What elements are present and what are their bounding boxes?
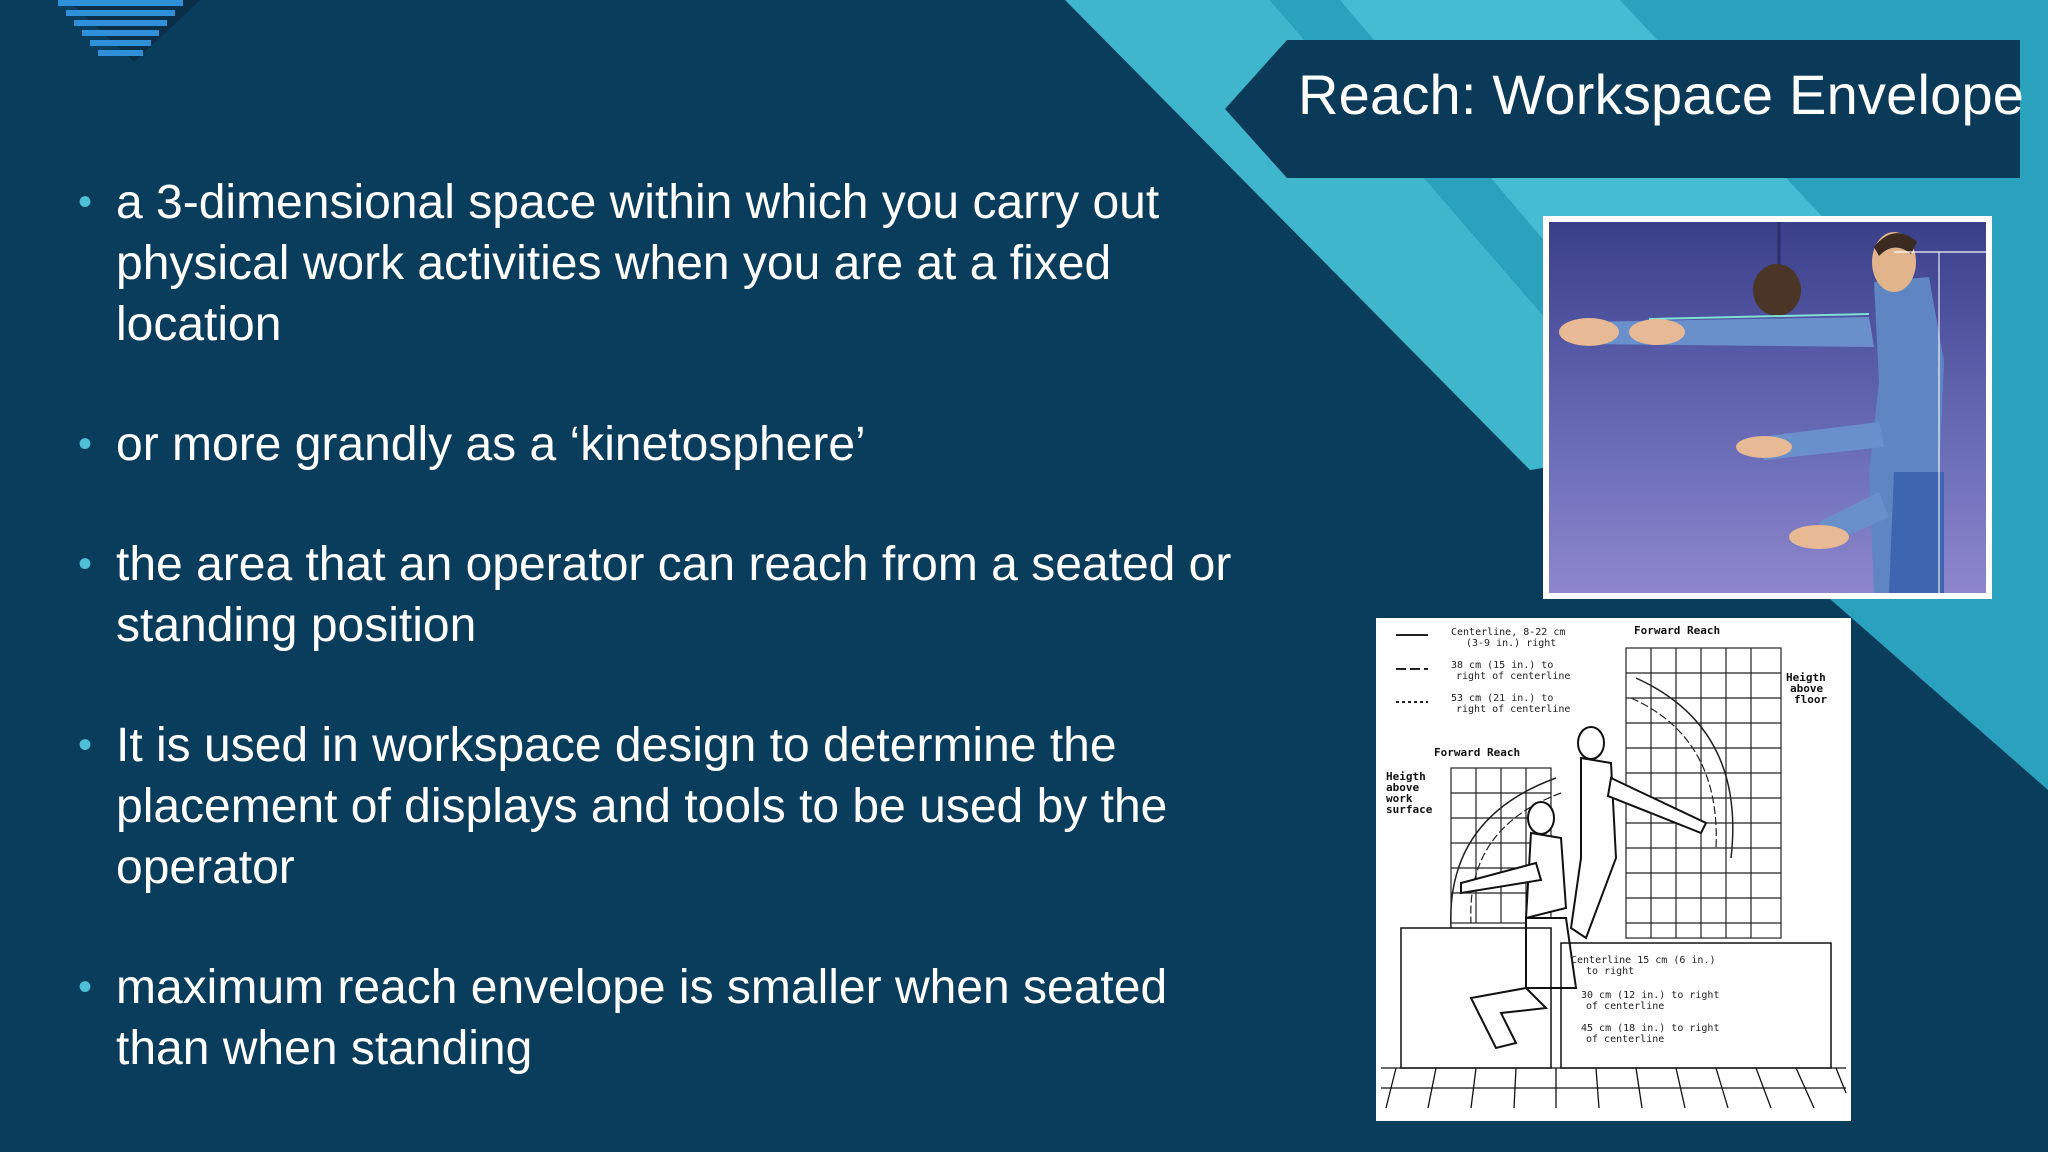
height-above-floor-3: floor <box>1794 693 1828 706</box>
bottom-legend-2a: 30 cm (12 in.) to right <box>1581 990 1720 1001</box>
bullet-item: • maximum reach envelope is smaller when seated than when standing <box>78 957 1258 1079</box>
reach-envelope-drawing <box>1376 618 1851 1121</box>
bullet-list <box>78 172 1258 1138</box>
bottom-legend-2b: of centerline <box>1586 1001 1665 1012</box>
legend-line-1b: (3-9 in.) right <box>1466 638 1557 649</box>
bullet-item: • the area that an operator can reach from a seated or standing position <box>78 534 1258 656</box>
height-above-surface-1: Heigth <box>1386 770 1426 783</box>
bullet-item: • a 3-dimensional space within which you carry out physical work activities when you are at a fixed location <box>78 172 1258 355</box>
bottom-legend-1b: to right <box>1586 966 1635 977</box>
legend-line-2a: 38 cm (15 in.) to <box>1451 660 1554 671</box>
height-above-surface-2: above <box>1386 781 1420 794</box>
height-above-surface-3: work <box>1386 792 1413 805</box>
bullet-item: • or more grandly as a ‘kinetosphere’ <box>78 414 1258 475</box>
legend-line-2b: right of centerline <box>1456 671 1571 682</box>
bottom-legend-3a: 45 cm (18 in.) to right <box>1581 1023 1720 1034</box>
bottom-legend-3b: of centerline <box>1586 1034 1665 1045</box>
legend-line-3b: right of centerline <box>1456 704 1571 715</box>
slide-title: Reach: Workspace Envelope <box>1298 63 2025 126</box>
reach-photo <box>1543 216 1992 599</box>
height-above-floor-1: Heigth <box>1786 671 1826 684</box>
height-above-floor-2: above <box>1790 682 1824 695</box>
workspace-envelope-diagram <box>1376 618 1851 1121</box>
forward-reach-label-top: Forward Reach <box>1634 624 1721 637</box>
height-above-surface-4: surface <box>1386 803 1433 816</box>
bullet-item: • It is used in workspace design to determine the placement of displays and tools to be used by the operator <box>78 715 1258 898</box>
legend-line-3a: 53 cm (21 in.) to <box>1451 693 1554 704</box>
reach-photo-illustration <box>1549 222 1986 593</box>
bottom-legend-1a: Centerline 15 cm (6 in.) <box>1571 955 1716 966</box>
legend-line-1a: Centerline, 8-22 cm <box>1451 627 1566 638</box>
forward-reach-label-mid: Forward Reach <box>1434 746 1521 759</box>
